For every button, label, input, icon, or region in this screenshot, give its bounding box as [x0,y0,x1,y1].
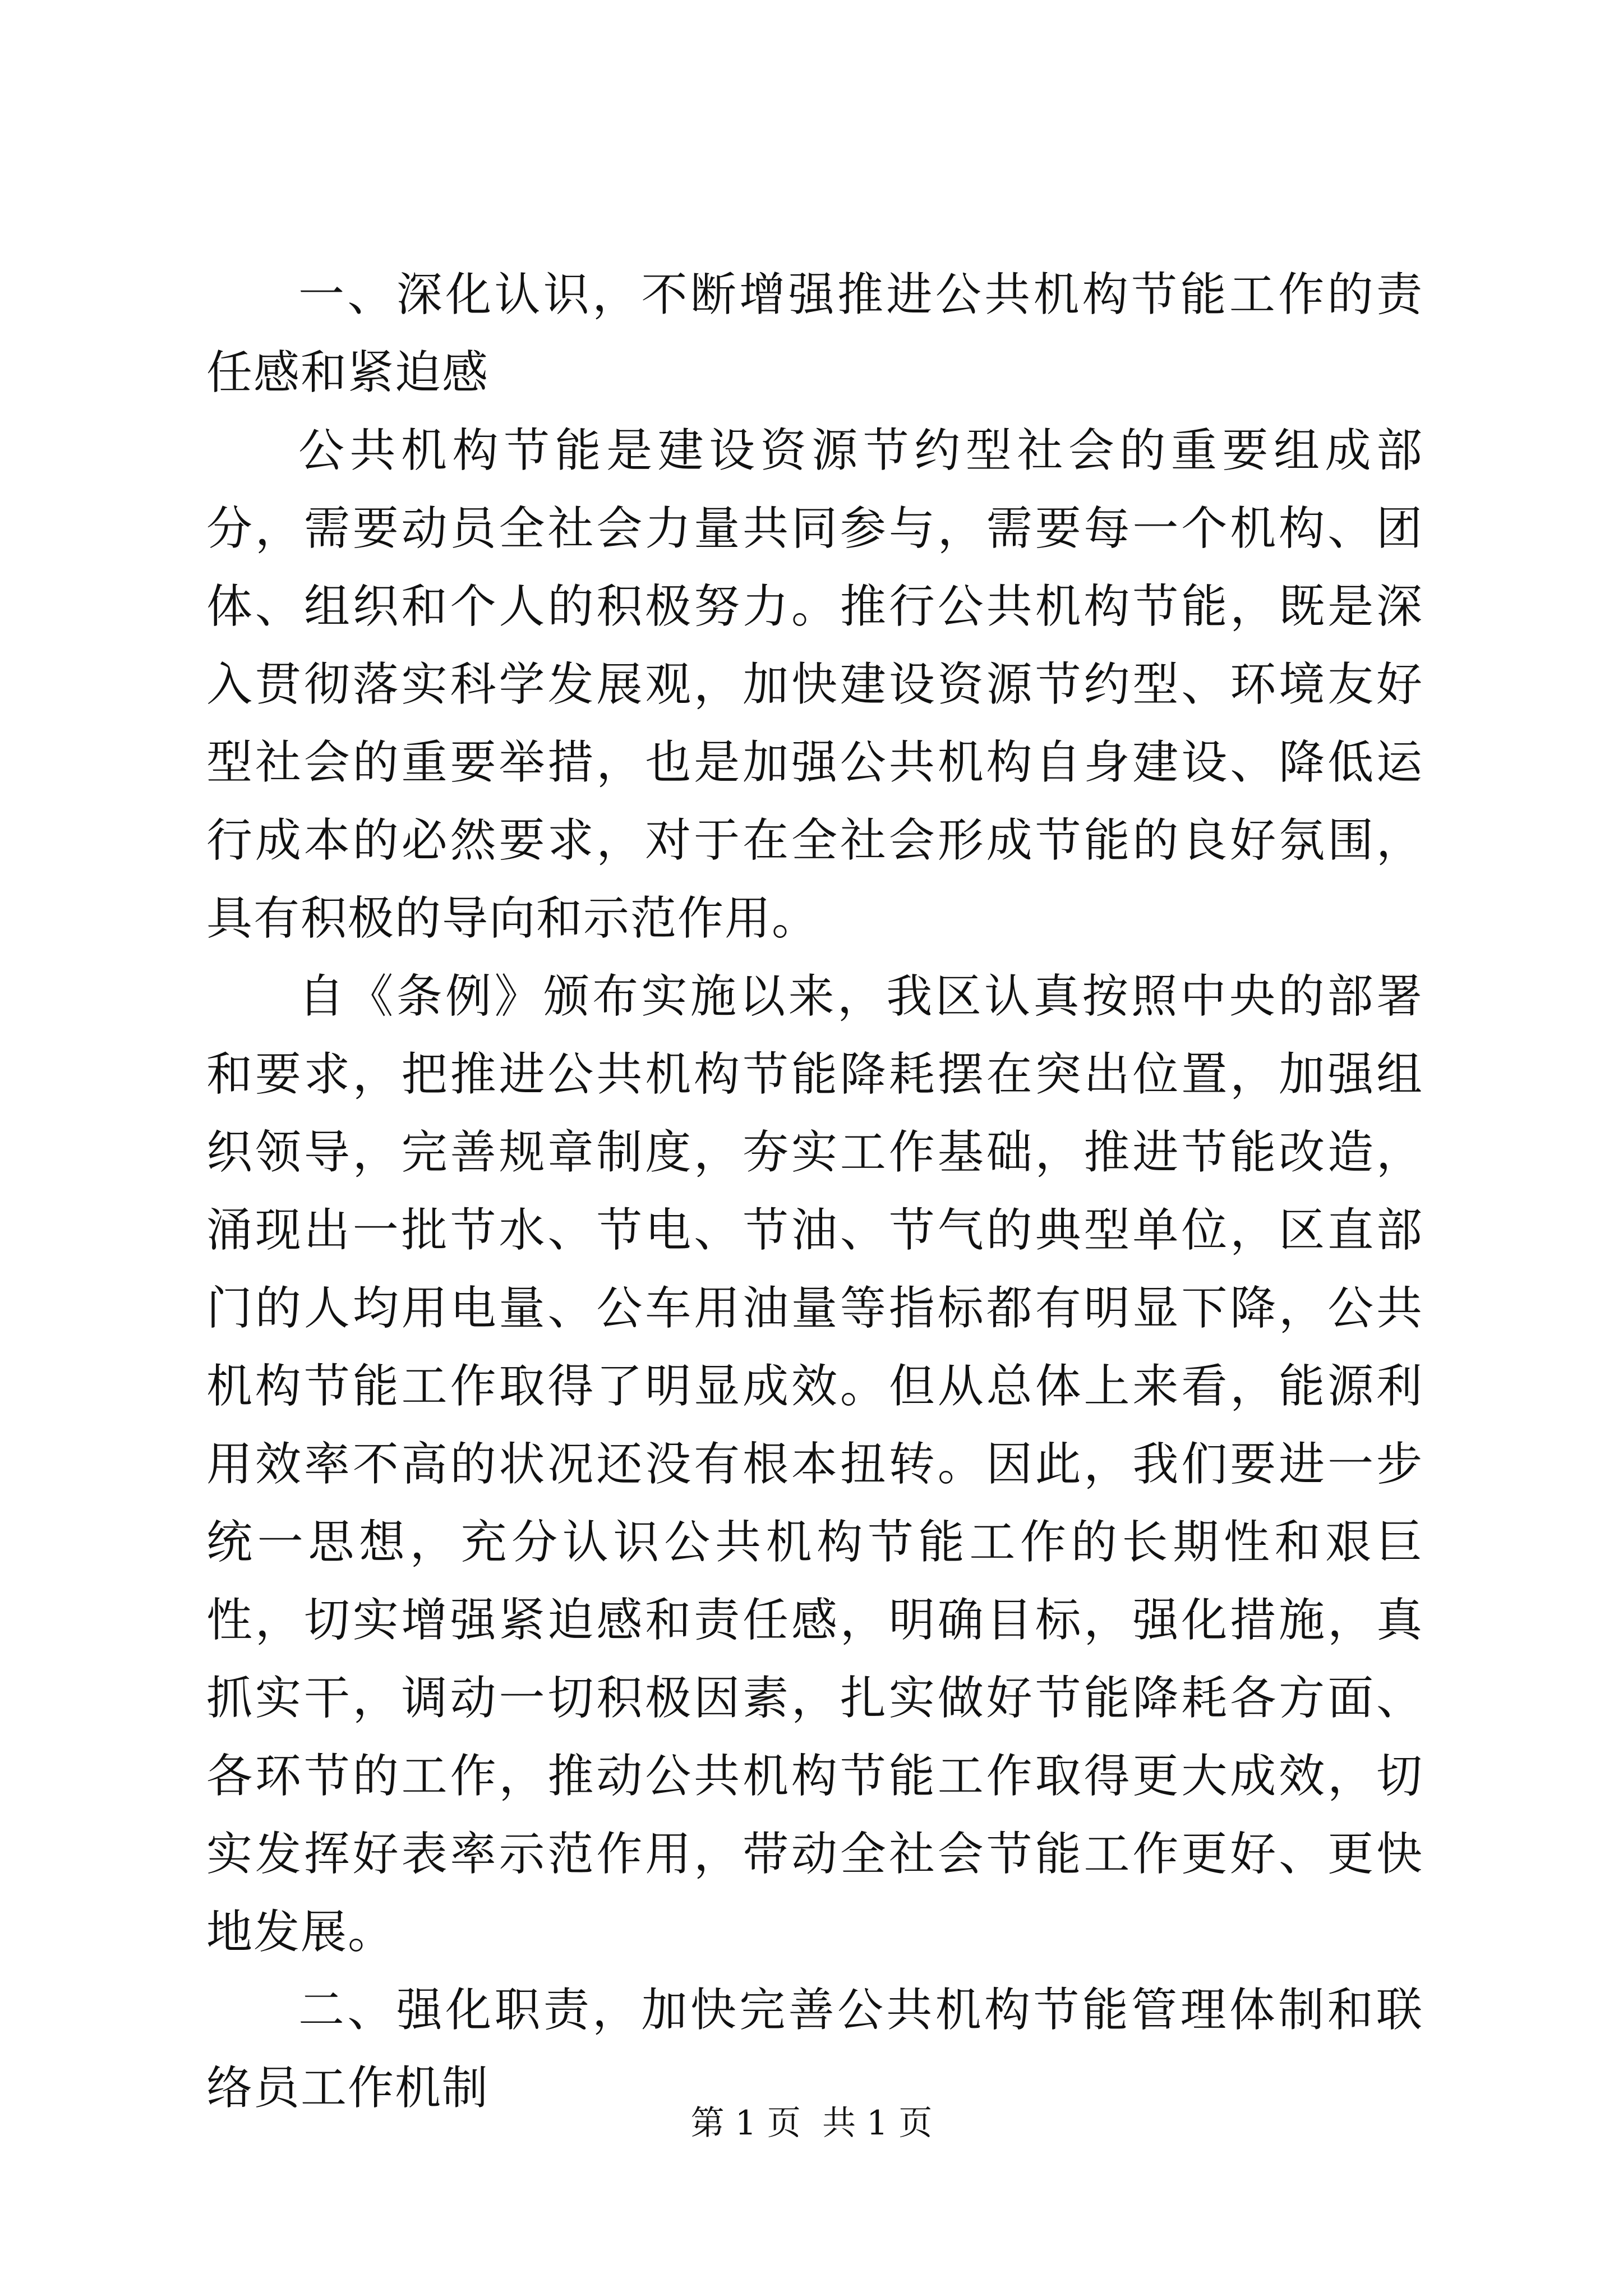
section-heading-1: 一、深化认识，不断增强推进公共机构节能工作的责任感和紧迫感 [206,268,1423,399]
body-paragraph-2: 自《条例》颁布实施以来，我区认真按照中央的部署和要求，把推进公共机构节能降耗摆在突出位置，加强组织领导，完善规章制度，夯实工作基础，推进节能改造，涌现出一批节水、节电、节油、节气的典型单位，区直部门的人均用电量、公车用油量等指标都有明显下降，公共机构节能工作取得了明显成效。但从总体上来看，能源利用效率不高的状况还没有根本扭转。因此，我们要进一步统一思想，充分认识公共机构节能工作的长期性和艰巨性，切实增强紧迫感和责任感，明确目标，强化措施，真抓实干，调动一切积极因素，扎实做好节能降耗各方面、各环节的工作，推动公共机构节能工作取得更大成效，切实发挥好表率示范作用，带动全社会节能工作更好、更快地发展。 [206,970,1423,1959]
page-number-label: 第 1 页 共 1 页 [690,2104,933,2143]
section-heading-2: 二、强化职责，加快完善公共机构节能管理体制和联络员工作机制 [206,1984,1423,2115]
body-paragraph-1: 公共机构节能是建设资源节约型社会的重要组成部分，需要动员全社会力量共同参与，需要每一个机构、团体、组织和个人的积极努力。推行公共机构节能，既是深入贯彻落实科学发展观，加快建设资源节约型、环境友好型社会的重要举措，也是加强公共机构自身建设、降低运行成本的必然要求，对于在全社会形成节能的良好氛围，具有积极的导向和示范作用。 [206,424,1423,945]
document-body [206,256,1423,2127]
page-footer [0,2101,1623,2146]
